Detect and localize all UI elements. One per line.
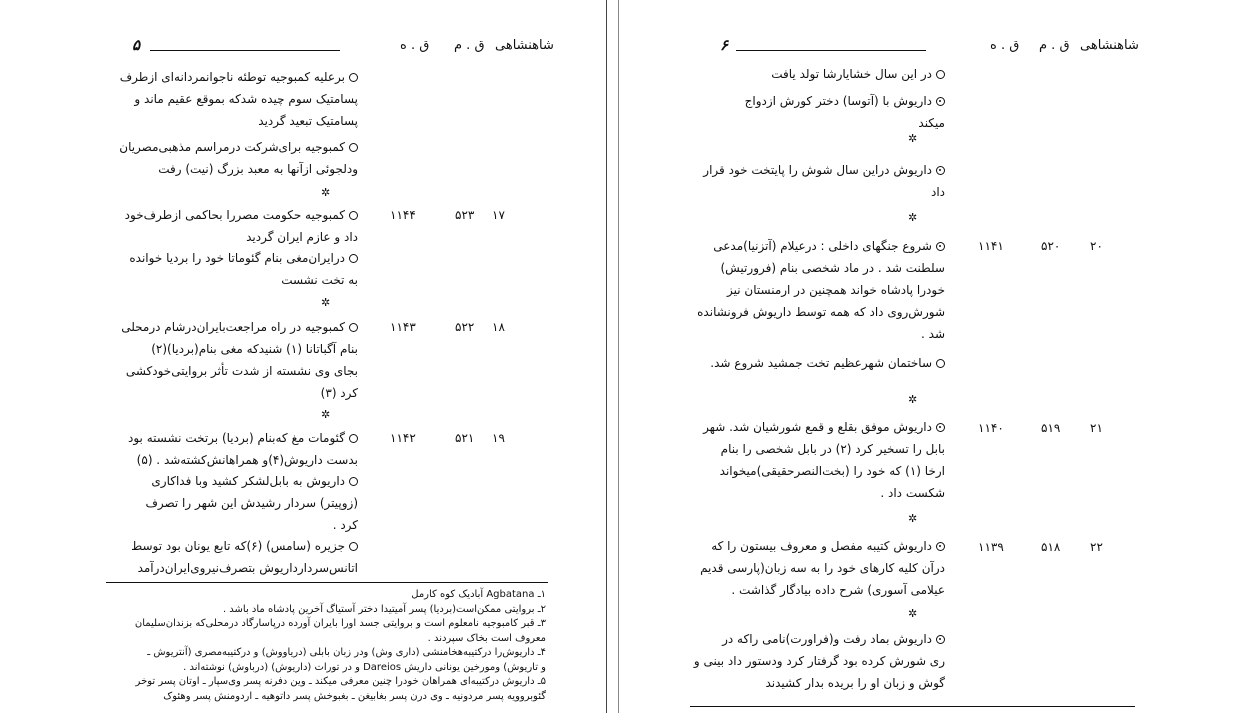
entry-line: پسامتیک سوم چیده شدکه بموقع عقیم ماند و [134, 92, 358, 106]
entry-line: گئومات مغ که‌بنام (بردیا) برتخت نشسته بود [128, 431, 345, 445]
cell-shahanshahi: ۲۱ [1090, 421, 1103, 435]
footnote-line: ۲ـ بروایتی ممکن‌است‌(بردیا) پسر آمیتیدا دختر آستیاگ آخرین پادشاه ماد باشد . [222, 603, 546, 615]
entry-line: داد و عازم ایران گردید [246, 230, 358, 244]
asterisk-separator: ✲ [908, 607, 918, 620]
col-header-qm: ق . م [454, 38, 485, 53]
asterisk-separator: ✲ [321, 186, 331, 199]
footnote-line: و تاریوش) ومورخین یونانی داریش Dareios و در تورات (داریوش) (درباوش) نوشته‌اند . [183, 661, 546, 673]
entry-line: به تخت نشست [281, 273, 358, 287]
entry-line: کرد . [332, 518, 358, 532]
left-page-number: ۵ [132, 36, 141, 54]
entry-line: داد [930, 185, 945, 199]
ring-icon [349, 323, 358, 332]
ring-icon [936, 70, 945, 79]
entry-line: شکست داد . [880, 486, 945, 500]
asterisk-separator: ✲ [321, 296, 331, 309]
entry-line: شروع جنگهای داخلی : درعیلام (آتزنیا)مدعی [713, 239, 932, 253]
asterisk-separator: ✲ [321, 408, 331, 421]
right-page-header [690, 38, 1145, 58]
dotted-ring-icon [936, 423, 945, 432]
entry-line: بابل را تسخیر کرد (۲) در بابل شخصی را بنام [720, 442, 945, 456]
col-header-shahanshahi: شاهنشاهی [495, 38, 554, 53]
cell-shahanshahi: ۱۹ [492, 431, 505, 445]
footnote-line: ۴ـ داریوش‌را درکتیبه‌هخامنشی (داری وش) ودر زبان بابلی (دریاووش) و درکتیبه‌مصری (آنتریوش ـ [147, 647, 546, 658]
cell-qh: ۱۱۴۳ [390, 320, 416, 334]
ring-icon [349, 143, 358, 152]
entry-line: گوش و زبان او را بریده بدار کشیدند [765, 676, 945, 690]
entry-line: داریوش به بابل‌لشکر کشید وبا فداکاری [151, 474, 345, 488]
cell-qm: ۵۱۸ [1041, 540, 1061, 554]
right-page [690, 0, 1145, 713]
footnote-line: گئوبروویه پسر مردونیه ـ وی درن پسر بغابیغن ـ بغبوخش پسر داتوهیه ـ اردومنش پسر وهئوک [163, 690, 546, 702]
entry-line: بجای وی نشسته از شدت تأثر بروایتی‌خودکشی [125, 364, 358, 378]
entry-line: داریوش دراین سال شوش را پایتخت خود قرار [703, 163, 932, 177]
entry-line: ساختمان شهرعظیم تخت جمشید شروع شد. [710, 356, 932, 370]
entry-item [100, 136, 358, 180]
dotted-ring-icon [936, 97, 945, 106]
col-header-qh: ق . ه [990, 38, 1020, 53]
entry-line: ودلجوئی ازآنها به معبد بزرگ (نیت) رفت [158, 162, 358, 176]
cell-shahanshahi: ۲۲ [1090, 540, 1103, 554]
entry-line: برعلیه کمبوجیه توطئه ناجوانمردانه‌ای ازطرف [119, 70, 345, 84]
ring-icon [349, 73, 358, 82]
entry-line: درآن کلیه کارهای خود را به سه زبان(پارسی قدیم [700, 561, 945, 575]
entry-line: داریوش کتیبه مفصل و معروف بیستون را که [711, 539, 932, 553]
asterisk-separator: ✲ [908, 512, 918, 525]
cell-qm: ۵۱۹ [1041, 421, 1061, 435]
entry-line: داریوش با (آتوسا) دختر کورش ازدواج [744, 94, 932, 108]
ring-icon [349, 254, 358, 263]
asterisk-separator: ✲ [908, 211, 918, 224]
gutter-line-inner [618, 0, 619, 713]
entry-line: بنام آگباتانا (۱) شنیدکه مغی بنام(بردیا)(۲) [151, 342, 358, 356]
cell-qh: ۱۱۳۹ [978, 540, 1004, 554]
header-rule [736, 50, 926, 51]
asterisk-separator: ✲ [908, 393, 918, 406]
entry-line: (زوپیتر) سردار رشیدش این شهر را تصرف [145, 496, 358, 510]
entry-line: سلطنت شد . در ماد شخصی بنام (فرورتیش) [720, 261, 945, 275]
footnote-line: ۳ـ قبر کامبوجیه نامعلوم است و بروایتی جسد اورا بایران آورده درپاسارگاد درمحلی‌که بزندان‌سلیمان [134, 618, 546, 629]
cell-qm: ۵۲۳ [455, 208, 475, 222]
header-rule [150, 50, 340, 51]
cell-qh: ۱۱۴۴ [390, 208, 416, 222]
entry-line: کمبوجیه در راه مراجعت‌بایران‌درشام درمحلی [121, 320, 345, 334]
cell-shahanshahi: ۱۷ [492, 208, 505, 222]
right-page-number: ۶ [720, 36, 729, 54]
entry-item [690, 628, 945, 694]
footnote-line: معروف است بخاک سپردند . [427, 632, 546, 644]
entry-item [690, 90, 945, 134]
ring-icon [349, 211, 358, 220]
cell-shahanshahi: ۱۸ [492, 320, 505, 334]
entry-line: کمبوجیه برای‌شرکت درمراسم مذهبی‌مصریان [119, 140, 345, 154]
col-header-shahanshahi: شاهنشاهی [1080, 38, 1139, 53]
entry-item [100, 247, 358, 291]
ring-icon [936, 359, 945, 368]
entry-line: ری شورش کرده بود گرفتار کرد ودستور داد بینی و [693, 654, 945, 668]
cell-qh: ۱۱۴۱ [978, 239, 1004, 253]
footnote-line: ۵ـ داریوش درکتیبه‌ای همراهان خودرا چنین معرفی میکند ـ وین دفرنه پسر وی‌سپار ـ اوتان پسر توخر [135, 676, 546, 687]
asterisk-separator: ✲ [908, 132, 918, 145]
cell-qm: ۵۲۱ [455, 431, 475, 445]
entry-item [100, 66, 358, 132]
entry-line: جزیره (سامس) (۶)که تابع یونان بود توسط [131, 539, 345, 553]
footnote-separator [106, 582, 548, 583]
cell-shahanshahi: ۲۰ [1090, 239, 1103, 253]
entry-line: درایران‌مغی بنام گئوماتا خود را بردیا خوانده [129, 251, 345, 265]
col-header-qh: ق . ه [400, 38, 430, 53]
entry-line: خودرا پادشاه خواند همچنین در ارمنستان نیز [727, 283, 945, 297]
footnotes [100, 588, 546, 704]
entry-item [690, 63, 945, 85]
dotted-ring-icon [936, 242, 945, 251]
dotted-ring-icon [936, 166, 945, 175]
dotted-ring-icon [936, 635, 945, 644]
entry-line: ارخا (۱) که خود را (بخت‌النصرحقیقی)میخواند [719, 464, 945, 478]
entry-line: کمبوجیه حکومت مصررا بحاکمی ازطرف‌خود [124, 208, 345, 222]
entry-item [690, 235, 945, 345]
entry-item [100, 535, 358, 579]
entry-item [690, 535, 945, 601]
entry-item [100, 316, 358, 404]
entry-item [690, 159, 945, 203]
ring-icon [349, 542, 358, 551]
dotted-ring-icon [936, 542, 945, 551]
col-header-qm: ق . م [1039, 38, 1070, 53]
entry-line: میکند [918, 116, 945, 130]
entry-item [690, 352, 945, 374]
entry-line: کرد (۳) [320, 386, 358, 400]
entry-line: عیلامی آسوری) شرح داده بیادگار گذاشت . [731, 583, 945, 597]
entry-line: اتانس‌سردارداریوش بتصرف‌نیروی‌ایران‌درآمد [137, 561, 358, 575]
cell-qh: ۱۱۴۰ [978, 421, 1004, 435]
footnote-line: ۱ـ Agbatana آبادیک کوه کارمل [411, 589, 546, 600]
ring-icon [349, 434, 358, 443]
entry-line: در این سال خشایارشا تولد یافت [771, 67, 932, 81]
ring-icon [349, 477, 358, 486]
entry-line: پسامتیک تبعید گردید [258, 114, 358, 128]
cell-qm: ۵۲۰ [1041, 239, 1061, 253]
entry-line: داریوش بماد رفت و(فراورت)نامی راکه در [722, 632, 932, 646]
entry-line: شورش‌روی داد که همه توسط داریوش فرونشانده [697, 305, 945, 319]
entry-line: بدست داریوش(۴)و همراهانش‌کشته‌شد . (۵) [136, 453, 358, 467]
entry-line: داریوش موفق بقلع و قمع شورشیان شد. شهر [703, 420, 932, 434]
entry-item [100, 204, 358, 248]
entry-item [100, 470, 358, 536]
cell-qm: ۵۲۲ [455, 320, 475, 334]
gutter-line [606, 0, 607, 713]
left-page [100, 0, 555, 713]
entry-line: شد . [921, 327, 945, 341]
left-page-header [100, 38, 555, 58]
bottom-rule [690, 706, 1135, 707]
cell-qh: ۱۱۴۲ [390, 431, 416, 445]
entry-item [100, 427, 358, 471]
entry-item [690, 416, 945, 504]
